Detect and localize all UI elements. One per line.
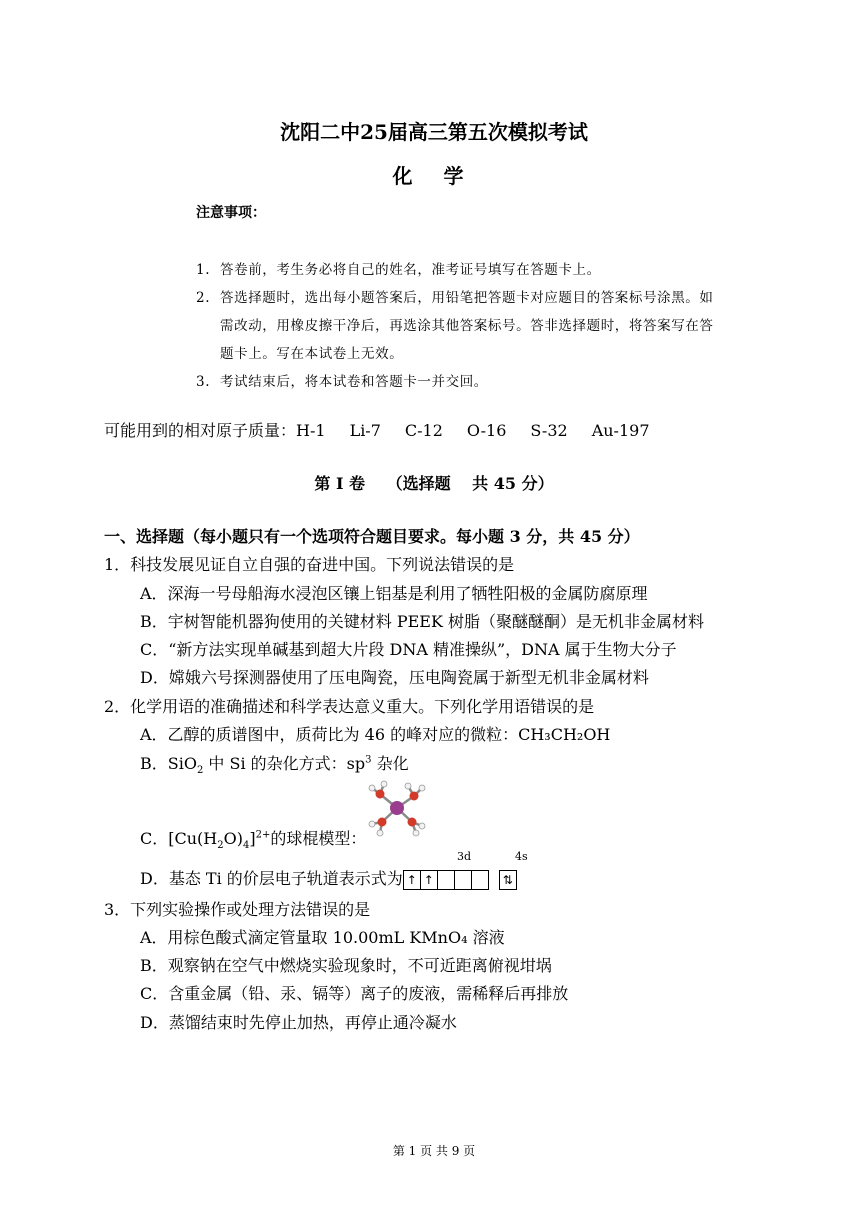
atomic-mass-label: 可能用到的相对原子质量： xyxy=(104,421,297,440)
question-3-option-c: C．含重金属（铅、汞、镉等）离子的废液，需稀释后再排放 xyxy=(140,984,569,1003)
option-text: C．[Cu(H xyxy=(140,829,218,848)
subscript: 2 xyxy=(217,840,224,852)
atomic-mass-line xyxy=(104,418,674,441)
o-atom xyxy=(378,818,387,827)
o-atom xyxy=(376,790,385,799)
orbital-4s-label: 4s xyxy=(515,850,528,863)
question-1-option-c: C．“新方法实现单碱基到超大片段 DNA 精准操纵”，DNA 属于生物大分子 xyxy=(140,640,677,659)
option-text: O) xyxy=(223,829,243,848)
notice-text: 考试结束后，将本试卷和答题卡一并交回。 xyxy=(220,374,488,390)
question-2-option-a xyxy=(140,722,610,745)
orbital-box: ↑ xyxy=(403,870,420,890)
notice-item-2 xyxy=(196,286,714,306)
ethanol-formula: CH₃CH₂OH xyxy=(518,725,611,744)
option-text: ] xyxy=(249,829,256,848)
notice-item-1 xyxy=(196,258,601,278)
option-text: D．基态 Ti 的价层电子轨道表示式为 xyxy=(140,869,403,888)
notice-number: 2. xyxy=(196,290,211,306)
orbital-box xyxy=(437,870,454,890)
atomic-mass-item: Au-197 xyxy=(591,421,650,440)
option-text: A．乙醇的质谱图中，质荷比为 46 的峰对应的微粒： xyxy=(140,725,519,744)
part-title: 一、选择题（每小题只有一个选项符合题目要求。每小题 3 分，共 45 分） xyxy=(104,527,640,546)
notice-number: 3. xyxy=(196,374,211,390)
orbital-box: ↑ xyxy=(420,870,437,890)
o-atom xyxy=(410,792,419,801)
orbital-4s-boxes xyxy=(499,870,517,890)
notice-item-3 xyxy=(196,370,488,390)
subject-title: 化 学 xyxy=(392,164,476,188)
orbital-box xyxy=(471,870,488,890)
page-footer: 第 1 页 共 9 页 xyxy=(392,1144,476,1158)
question-1-option-d: D．嫦娥六号探测器使用了压电陶瓷，压电陶瓷属于新型无机非金属材料 xyxy=(140,668,649,687)
ball-stick-model-image xyxy=(360,778,436,838)
atomic-mass-item: S-32 xyxy=(530,421,568,440)
option-text: 中 Si 的杂化方式：sp xyxy=(203,754,366,773)
orbital-3d-boxes xyxy=(403,870,489,890)
question-3-option-b: B．观察钠在空气中燃烧实验现象时，不可近距离俯视坩埚 xyxy=(140,956,552,975)
question-2-option-b xyxy=(140,751,409,776)
atomic-mass-item: O-16 xyxy=(466,421,507,440)
question-3-option-a: A．用棕色酸式滴定管量取 10.00mL KMnO₄ 溶液 xyxy=(140,928,505,947)
notice-item-2-line2: 需改动，用橡皮擦干净后，再选涂其他答案标号。答非选择题时，将答案写在答 xyxy=(220,318,714,334)
orbital-3d-label: 3d xyxy=(457,850,472,863)
notice-number: 1. xyxy=(196,262,211,278)
exam-title: 沈阳二中25届高三第五次模拟考试 xyxy=(280,120,588,144)
question-1-stem: 1．科技发展见证自立自强的奋进中国。下列说法错误的是 xyxy=(104,555,515,574)
orbital-box xyxy=(454,870,471,890)
question-2-option-d xyxy=(140,866,517,890)
o-atom xyxy=(408,818,417,827)
question-3-stem: 3．下列实验操作或处理方法错误的是 xyxy=(104,900,371,919)
question-2-option-c xyxy=(140,826,366,851)
atomic-mass-item: C-12 xyxy=(404,421,443,440)
option-text: B．SiO xyxy=(140,754,197,773)
notice-item-2-line3: 题卡上。写在本试卷上无效。 xyxy=(220,346,404,362)
question-1-option-b: B．宇树智能机器狗使用的关键材料 PEEK 树脂（聚醚醚酮）是无机非金属材料 xyxy=(140,612,705,631)
orbital-box: ⇅ xyxy=(499,870,516,890)
atomic-mass-item: Li-7 xyxy=(349,421,381,440)
option-text: 杂化 xyxy=(371,754,409,773)
question-3-option-d: D．蒸馏结束时先停止加热，再停止通冷凝水 xyxy=(140,1013,457,1032)
cu-atom xyxy=(390,801,404,815)
question-2-stem: 2．化学用语的准确描述和科学表达意义重大。下列化学用语错误的是 xyxy=(104,697,595,716)
subscript: 2 xyxy=(196,765,204,777)
atomic-mass-item: H-1 xyxy=(296,421,326,440)
subscript: 4 xyxy=(242,840,250,852)
notice-text: 答卷前，考生务必将自己的姓名，准考证号填写在答题卡上。 xyxy=(220,262,601,278)
notice-text: 答选择题时，选出每小题答案后，用铅笔把答题卡对应题目的答案标号涂黑。如 xyxy=(220,290,714,306)
superscript: 2+ xyxy=(255,829,271,841)
notice-heading: 注意事项： xyxy=(196,205,266,221)
option-text: 的球棍模型： xyxy=(270,829,367,848)
section-heading: 第 I 卷 （选择题 共 45 分） xyxy=(314,474,554,493)
superscript: 3 xyxy=(365,754,372,766)
question-1-option-a: A．深海一号母船海水浸泡区镶上铝基是利用了牺牲阳极的金属防腐原理 xyxy=(140,584,648,603)
